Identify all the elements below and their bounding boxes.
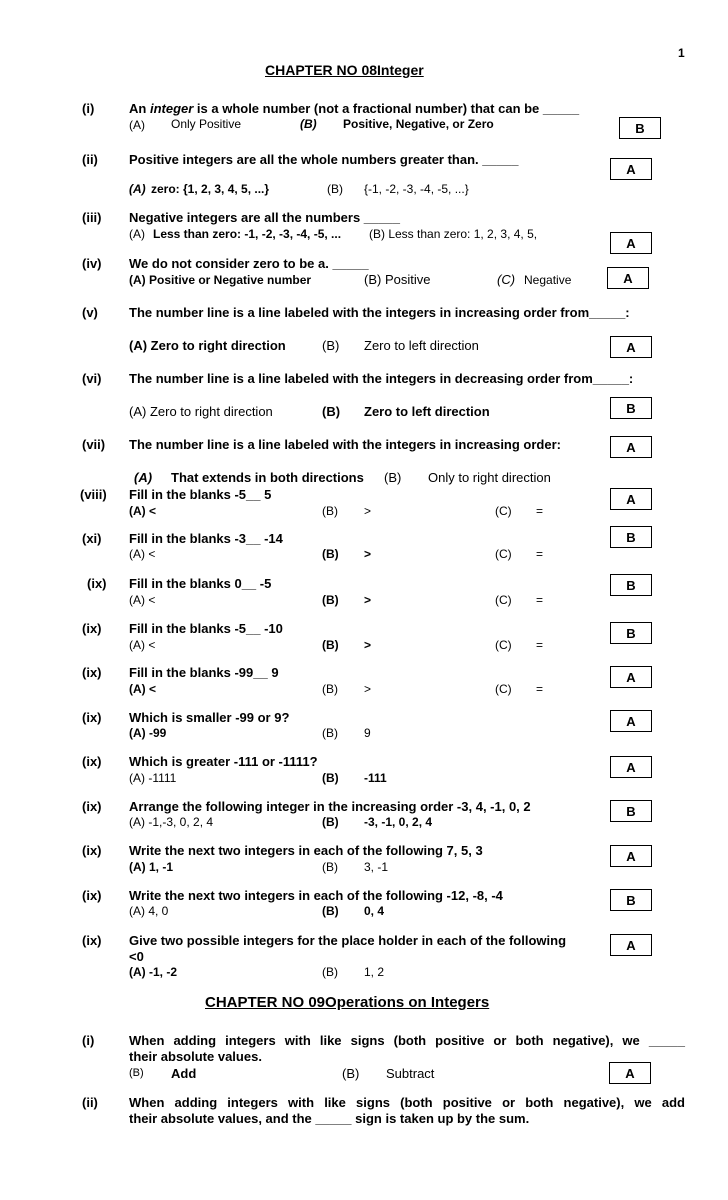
question-text: Write the next two integers in each of the following -12, -8, -4 <box>129 888 503 903</box>
question-number: (ix) <box>82 621 102 636</box>
answer-box: A <box>610 436 652 458</box>
question-number: (ix) <box>82 843 102 858</box>
answer-box: A <box>610 158 652 180</box>
option-b-label: (B) <box>322 815 339 829</box>
option-a: (A) < <box>129 547 156 561</box>
answer-box: A <box>610 336 652 358</box>
answer-box: A <box>610 232 652 254</box>
option-c-label: (C) <box>495 504 512 518</box>
question-text-line-2: <0 <box>129 949 144 964</box>
option-a: (A) Zero to right direction <box>129 338 286 353</box>
option-b-label: (B) <box>342 1066 360 1081</box>
question-text: Negative integers are all the numbers _____ <box>129 210 400 225</box>
option-b: 1, 2 <box>364 965 385 979</box>
option-b-label: (B) <box>327 182 343 196</box>
option-b-label: (B) <box>322 682 338 696</box>
question-text: Positive integers are all the whole numbers greater than. _____ <box>129 152 519 167</box>
option-c-label: (C) <box>497 272 516 287</box>
question-number: (ix) <box>82 710 102 725</box>
option-b-label: (B) <box>384 470 402 485</box>
option-b: (B) Positive <box>364 272 431 287</box>
question-text: Give two possible integers for the place holder in each of the following <box>129 933 567 948</box>
question-text: Fill in the blanks -99__ 9 <box>129 665 279 680</box>
question-number: (ix) <box>82 799 102 814</box>
question-number: (ix) <box>87 576 107 591</box>
option-a-label: (A) <box>129 227 145 241</box>
question-text: When adding integers with like signs (both positive or both negative), we _____ <box>129 1033 685 1048</box>
option-a: (A) < <box>129 682 156 696</box>
question-text: Fill in the blanks 0__ -5 <box>129 576 272 591</box>
option-c-label: (C) <box>495 638 512 652</box>
question-number: (iii) <box>82 210 102 225</box>
answer-box: A <box>610 710 652 732</box>
question-text: We do not consider zero to be a. _____ <box>129 256 369 271</box>
option-b: Zero to left direction <box>364 404 490 419</box>
option-c-label: (C) <box>495 547 512 561</box>
question-number: (ix) <box>82 665 102 680</box>
answer-box: A <box>609 1062 651 1084</box>
answer-box: B <box>610 800 652 822</box>
chapter-9-title: CHAPTER NO 09Operations on Integers <box>205 994 490 1011</box>
option-b: (B) Less than zero: 1, 2, 3, 4, 5, <box>369 227 538 241</box>
option-a: zero: {1, 2, 3, 4, 5, ...} <box>151 182 270 196</box>
option-b: Zero to left direction <box>364 338 479 353</box>
option-b: -3, -1, 0, 2, 4 <box>364 815 433 829</box>
question-number: (xi) <box>82 531 102 546</box>
option-b: > <box>364 638 372 652</box>
question-text: Which is smaller -99 or 9? <box>129 710 290 725</box>
option-a-label: (B) <box>129 1067 144 1079</box>
option-a: (A) Zero to right direction <box>129 404 273 419</box>
answer-box: A <box>610 845 652 867</box>
question-number: (ix) <box>82 933 102 948</box>
option-c: = <box>536 638 544 652</box>
option-a: (A) < <box>129 638 156 652</box>
question-text: Which is greater -111 or -1111? <box>129 754 318 769</box>
option-a: That extends in both directions <box>171 470 364 485</box>
question-number: (viii) <box>80 487 107 502</box>
option-b-label: (B) <box>322 771 339 785</box>
option-a: (A) 1, -1 <box>129 860 174 874</box>
option-b: > <box>364 547 372 561</box>
question-text-line-2: their absolute values, and the _____ sign is taken up by the sum. <box>129 1111 530 1126</box>
option-b-label: (B) <box>322 593 339 607</box>
option-b-label: (B) <box>322 547 339 561</box>
chapter-8-title: CHAPTER NO 08Integer <box>265 62 424 78</box>
option-b: Subtract <box>386 1066 435 1081</box>
option-a: (A) -1,-3, 0, 2, 4 <box>129 815 214 829</box>
option-a: Less than zero: -1, -2, -3, -4, -5, ... <box>153 227 342 241</box>
option-b: 9 <box>364 726 371 740</box>
option-a: (A) -99 <box>129 726 167 740</box>
option-b-label: (B) <box>300 117 317 131</box>
answer-box: A <box>610 756 652 778</box>
option-a: (A) -1, -2 <box>129 965 177 979</box>
option-a: (A) -1111 <box>129 771 177 785</box>
option-b-label: (B) <box>322 504 338 518</box>
question-text: The number line is a line labeled with the integers in increasing order from_____: <box>129 305 630 320</box>
option-a: (A) Positive or Negative number <box>129 273 312 287</box>
option-a: (A) < <box>129 593 156 607</box>
option-c: = <box>536 504 544 518</box>
question-text: Fill in the blanks -5__ -10 <box>129 621 283 636</box>
question-text-line-2: their absolute values. <box>129 1049 262 1064</box>
question-number: (i) <box>82 1033 95 1048</box>
option-b: > <box>364 682 372 696</box>
option-b: 0, 4 <box>364 904 385 918</box>
question-number: (iv) <box>82 256 102 271</box>
question-text: The number line is a line labeled with the integers in increasing order: <box>129 437 561 452</box>
option-c: = <box>536 547 544 561</box>
option-a: Add <box>171 1066 197 1081</box>
option-b-label: (B) <box>322 965 338 979</box>
option-b-label: (B) <box>322 638 339 652</box>
question-text: When adding integers with like signs (both positive or both negative), we add <box>129 1095 685 1110</box>
question-number: (vi) <box>82 371 102 386</box>
option-b-label: (B) <box>322 904 339 918</box>
option-b-label: (B) <box>322 860 338 874</box>
option-b: 3, -1 <box>364 860 389 874</box>
option-c: = <box>536 682 544 696</box>
option-c: Negative <box>524 273 572 287</box>
option-a-label: (A) <box>129 118 145 132</box>
question-number: (ix) <box>82 888 102 903</box>
answer-box: B <box>610 397 652 419</box>
option-a-label: (A) <box>134 470 153 485</box>
question-text: The number line is a line labeled with the integers in decreasing order from_____: <box>129 371 634 386</box>
option-a-label: (A) <box>129 182 146 196</box>
answer-box: A <box>610 488 652 510</box>
option-a: (A) < <box>129 504 156 518</box>
question-text: An integer is a whole number (not a fractional number) that can be _____ <box>129 101 580 116</box>
option-b-label: (B) <box>322 404 341 419</box>
page-number: 1 <box>678 46 685 60</box>
answer-box: B <box>619 117 661 139</box>
answer-box: A <box>610 934 652 956</box>
answer-box: B <box>610 889 652 911</box>
option-c-label: (C) <box>495 682 512 696</box>
option-a: Only Positive <box>171 117 242 131</box>
question-number: (v) <box>82 305 98 320</box>
option-a: (A) 4, 0 <box>129 904 169 918</box>
question-number: (ix) <box>82 754 102 769</box>
question-number: (i) <box>82 101 95 116</box>
question-number: (ii) <box>82 152 98 167</box>
question-text: Write the next two integers in each of the following 7, 5, 3 <box>129 843 483 858</box>
option-b: Only to right direction <box>428 470 551 485</box>
answer-box: B <box>610 622 652 644</box>
option-b: > <box>364 504 372 518</box>
answer-box: B <box>610 526 652 548</box>
question-text: Fill in the blanks -5__ 5 <box>129 487 272 502</box>
question-text: Fill in the blanks -3__ -14 <box>129 531 283 546</box>
answer-box: B <box>610 574 652 596</box>
option-b: -111 <box>364 771 387 785</box>
option-c-label: (C) <box>495 593 512 607</box>
question-number: (vii) <box>82 437 106 452</box>
option-b: > <box>364 593 372 607</box>
answer-box: A <box>610 666 652 688</box>
option-b-label: (B) <box>322 338 340 353</box>
answer-box: A <box>607 267 649 289</box>
question-text: Arrange the following integer in the increasing order -3, 4, -1, 0, 2 <box>129 799 531 814</box>
option-b-label: (B) <box>322 726 338 740</box>
question-number: (ii) <box>82 1095 98 1110</box>
option-b: {-1, -2, -3, -4, -5, ...} <box>364 182 469 196</box>
option-b: Positive, Negative, or Zero <box>343 117 494 131</box>
option-c: = <box>536 593 544 607</box>
